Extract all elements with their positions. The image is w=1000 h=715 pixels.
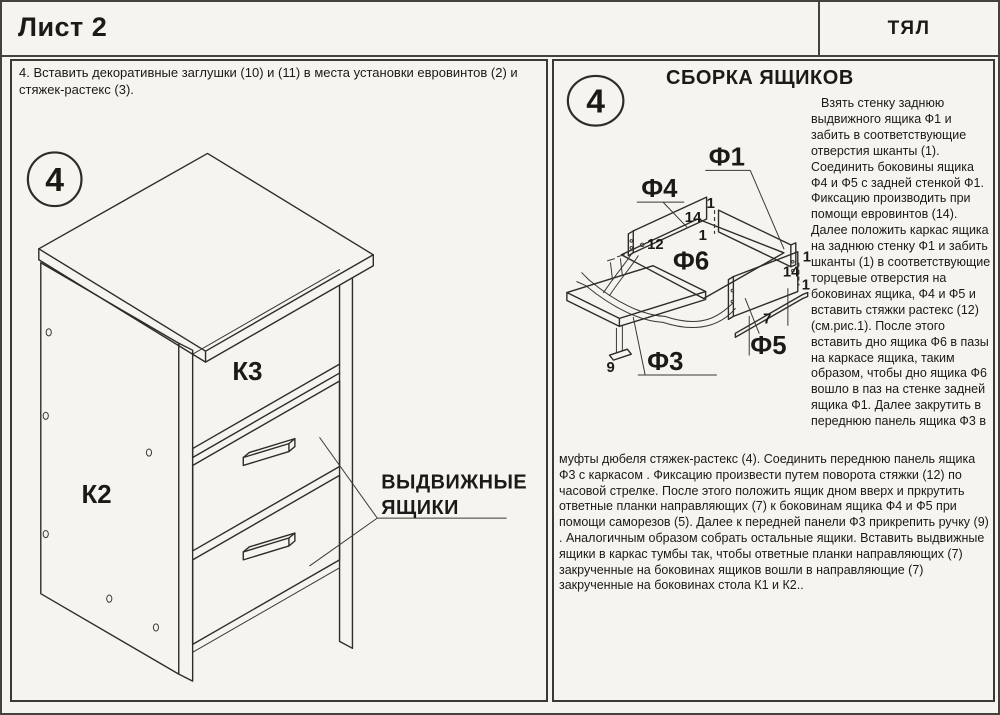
sheet-title: Лист 2 [18,12,108,42]
right-panel [552,59,995,702]
part-label-k3: К3 [232,357,263,387]
left-instruction-text: 4. Вставить декоративные заглушки (10) и (11) в места установки евровинтов (2) и стяжек-растекс (3). [19,65,518,97]
callout-12: 12 [647,236,664,253]
callout-1-top: 1 [706,196,715,213]
drawer-callout-line1: ВЫДВИЖНЫЕ [381,471,528,494]
part-label-f5: Ф5 [750,332,787,361]
step-circle-left [28,152,82,206]
doc-code: ТЯЛ [887,18,931,39]
callout-14-right: 14 [782,264,800,281]
header [2,2,998,57]
part-label-f6: Ф6 [672,247,710,276]
drawer-callout-line2: ЯЩИКИ [381,497,459,520]
step-number-right: 4 [586,82,605,121]
cabinet-outline [39,153,373,681]
drawer-handle-top [243,439,295,466]
step-number-left: 4 [45,161,65,200]
callout-1-right-bot: 1 [801,277,811,294]
step-circle-right [568,76,623,126]
part-label-f1: Ф1 [708,143,745,172]
callout-9: 9 [606,360,615,377]
assembly-title: СБОРКА ЯЩИКОВ [666,67,854,89]
part-label-k2: К2 [81,481,112,510]
assembly-instructions-column: Взять стенку заднюю выдвижного ящика Ф1 и забить в соответствующие отверстия шканты (1). Соединить боковины ящика Ф4 и Ф5 с задней стенкой Ф1. Фиксацию производить при помощи евровинтов (14). Далее положить каркас ящика на заднюю стенку Ф1 и забить шканты (1) в соответствующие торцевые отверстия на боковинах ящика, Ф4 и Ф5 и вставить стяжки растекс (12) (см.рис.1). После этого вставить дно ящика Ф6 в пазы на каркасе ящика, таким образом, чтобы дно ящика Ф6 вошло в паз на стенке задней ящика Ф1. Далее закрутить в переднюю панель ящика Ф3 в [811,96,991,429]
back-panel-f1 [719,210,796,267]
callout-14-top: 14 [684,209,702,226]
assembly-instructions-bottom: муфты дюбеля стяжек-растекс (4). Соединить переднюю панель ящика Ф3 с каркасом . Фиксацию произвести путем поворота стяжки (12) по часовой стрелке. После этого положить ящик дном вверх и пркрутить ответные планки направляющих (7) к боковинам ящика Ф4 и Ф5 при помощи саморезов (5). Далее к передней панели Ф3 прикрепить ручку (9) . Аналогичным образом собрать остальные ящики. Вставить выдвижные ящики в каркас тумбы так, чтобы ответные планки направляющих (7) закрученные на боковинах ящиков вошли в направляющие (7) закрученные на боковинах стола К1 и К2.. [559,452,989,593]
part-label-f3: Ф3 [647,348,684,377]
nightstand-drawing [12,61,546,700]
part-labels [633,143,786,376]
part-label-f4: Ф4 [641,175,678,204]
fastener-holes [43,329,158,631]
left-panel [10,59,548,702]
callout-7: 7 [763,311,772,328]
drawer-handle-bottom [243,533,295,560]
callout-1-mid: 1 [698,227,707,244]
callout-1-right-top: 1 [802,249,812,266]
